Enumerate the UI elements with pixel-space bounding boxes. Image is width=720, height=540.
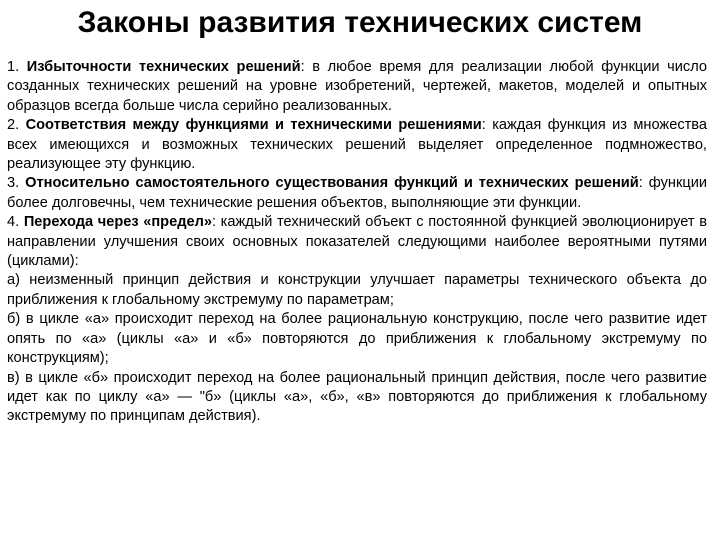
- law-text: : функции более долговечны, чем технические решения объектов, выполняющие эти функции.: [7, 175, 707, 211]
- law-item-4: [7, 213, 707, 271]
- cycle-item-b: б) в цикле «а» происходит переход на более рациональную конструкцию, после чего развитие идет опять по «а» (циклы «а» и «б» повторяются до приближения к глобальному экстремуму по конструкциям);: [7, 311, 707, 367]
- law-term: Относительно самостоятельного существования функций и технических решений: [25, 175, 639, 192]
- law-text: : в любое время для реализации любой функции число созданных технических решений на уровне изобретений, чертежей, макетов, моделей и опытных образцов всегда больше числа серийно реализованных.: [7, 59, 707, 114]
- slide-body: [7, 58, 707, 427]
- cycle-item-a: а) неизменный принцип действия и конструкции улучшает параметры технического объекта до приближения к глобальному экстремуму по параметрам;: [7, 272, 707, 308]
- slide-title: Законы развития технических систем: [77, 6, 643, 39]
- law-term: Соответствия между функциями и техническими решениями: [25, 117, 482, 134]
- law-term: Избыточности технических решений: [26, 59, 301, 75]
- law-number: 1.: [7, 59, 20, 75]
- law-item-2: [7, 116, 707, 174]
- law-text: : каждый технический объект с постоянной функцией эволюционирует в направлении улучшения своих основных показателей следующими наиболее вероятными путями (циклами):: [7, 214, 707, 270]
- law-number: 4.: [7, 214, 20, 231]
- law-number: 3.: [7, 175, 20, 192]
- law-number: 2.: [7, 117, 20, 134]
- law-term: Перехода через «предел»: [23, 214, 212, 231]
- law-item-3: [7, 174, 707, 213]
- cycle-item-c: в) в цикле «б» происходит переход на более рациональный принцип действия, после чего развитие идет как по циклу «а» — "б» (циклы «а», «б», «в» повторяются до приближения к глобальному экстремуму по принципам действия).: [7, 369, 707, 425]
- law-item-1: [7, 58, 707, 116]
- law-text: : каждая функция из множества всех имеющихся и возможных технических решений выделяет определенное подмножество, реализующее эту функцию.: [7, 117, 708, 173]
